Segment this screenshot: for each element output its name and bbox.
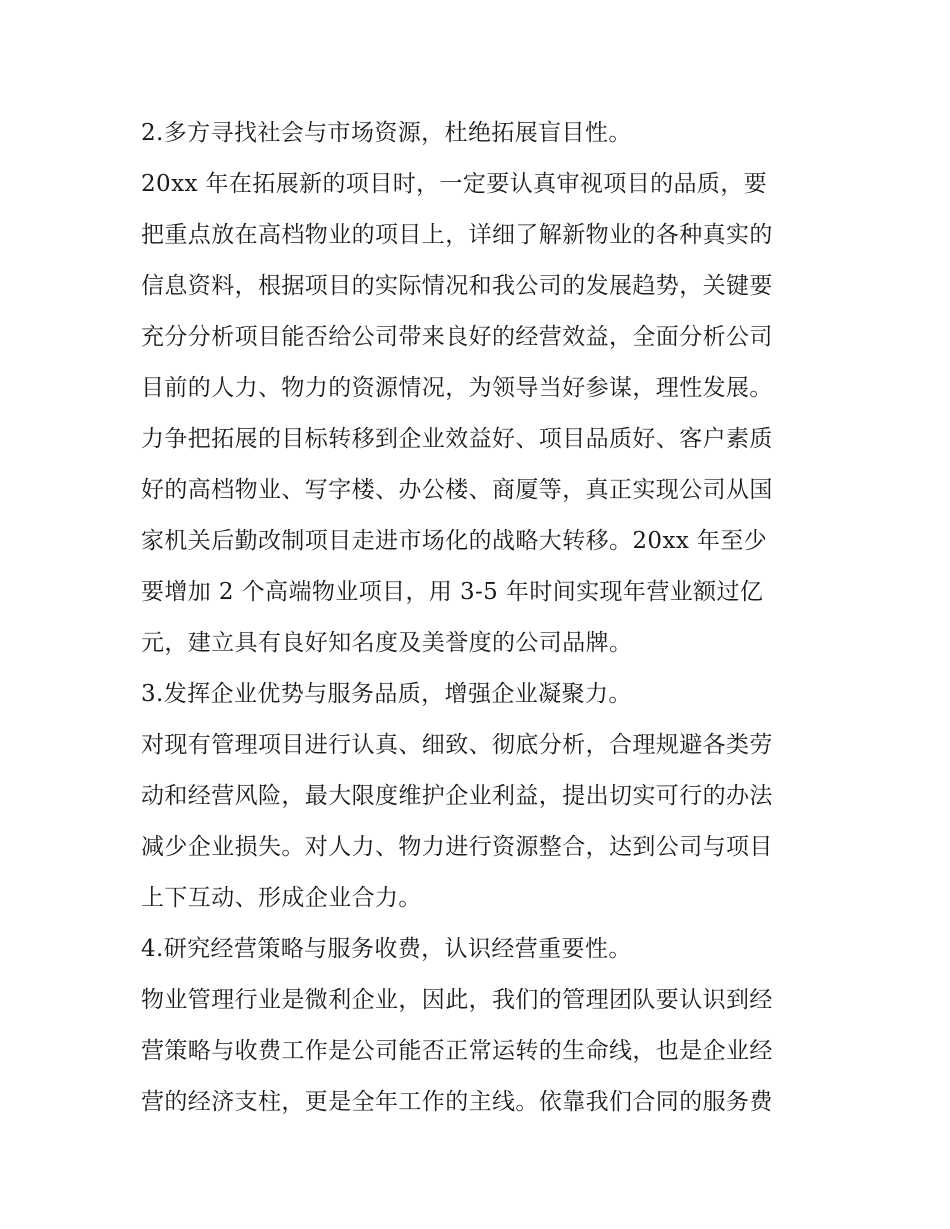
paragraph-line: 目前的人力、物力的资源情况，为领导当好参谋，理性发展。 bbox=[141, 375, 773, 401]
paragraph-line: 充分分析项目能否给公司带来良好的经营效益，全面分析公司 bbox=[141, 324, 773, 350]
paragraph-line: 动和经营风险，最大限度维护企业利益，提出切实可行的办法 bbox=[141, 783, 773, 809]
heading-section-2: 2.多方寻找社会与市场资源，杜绝拓展盲目性。 bbox=[141, 120, 632, 146]
paragraph-line: 要增加 2 个高端物业项目，用 3-5 年时间实现年营业额过亿 bbox=[141, 579, 764, 605]
paragraph-line: 营的经济支柱，更是全年工作的主线。依靠我们合同的服务费 bbox=[141, 1089, 773, 1115]
paragraph-line: 物业管理行业是微利企业，因此，我们的管理团队要认识到经 bbox=[141, 987, 773, 1013]
paragraph-line: 营策略与收费工作是公司能否正常运转的生命线，也是企业经 bbox=[141, 1038, 773, 1064]
paragraph-line: 对现有管理项目进行认真、细致、彻底分析，合理规避各类劳 bbox=[141, 732, 773, 758]
paragraph-line: 元，建立具有良好知名度及美誉度的公司品牌。 bbox=[141, 630, 633, 656]
heading-section-3: 3.发挥企业优势与服务品质，增强企业凝聚力。 bbox=[141, 681, 632, 707]
document-body bbox=[141, 108, 821, 1128]
paragraph-line: 减少企业损失。对人力、物力进行资源整合，达到公司与项目 bbox=[141, 834, 773, 860]
paragraph-line: 信息资料，根据项目的实际情况和我公司的发展趋势，关键要 bbox=[141, 273, 773, 299]
paragraph-line: 20xx 年在拓展新的项目时，一定要认真审视项目的品质，要 bbox=[141, 171, 768, 197]
paragraph-line: 把重点放在高档物业的项目上，详细了解新物业的各种真实的 bbox=[141, 222, 773, 248]
paragraph-line: 家机关后勤改制项目走进市场化的战略大转移。20xx 年至少 bbox=[141, 528, 768, 554]
heading-section-4: 4.研究经营策略与服务收费，认识经营重要性。 bbox=[141, 936, 632, 962]
paragraph-line: 力争把拓展的目标转移到企业效益好、项目品质好、客户素质 bbox=[141, 426, 773, 452]
paragraph-line: 好的高档物业、写字楼、办公楼、商厦等，真正实现公司从国 bbox=[141, 477, 773, 503]
paragraph-line: 上下互动、形成企业合力。 bbox=[141, 885, 422, 911]
